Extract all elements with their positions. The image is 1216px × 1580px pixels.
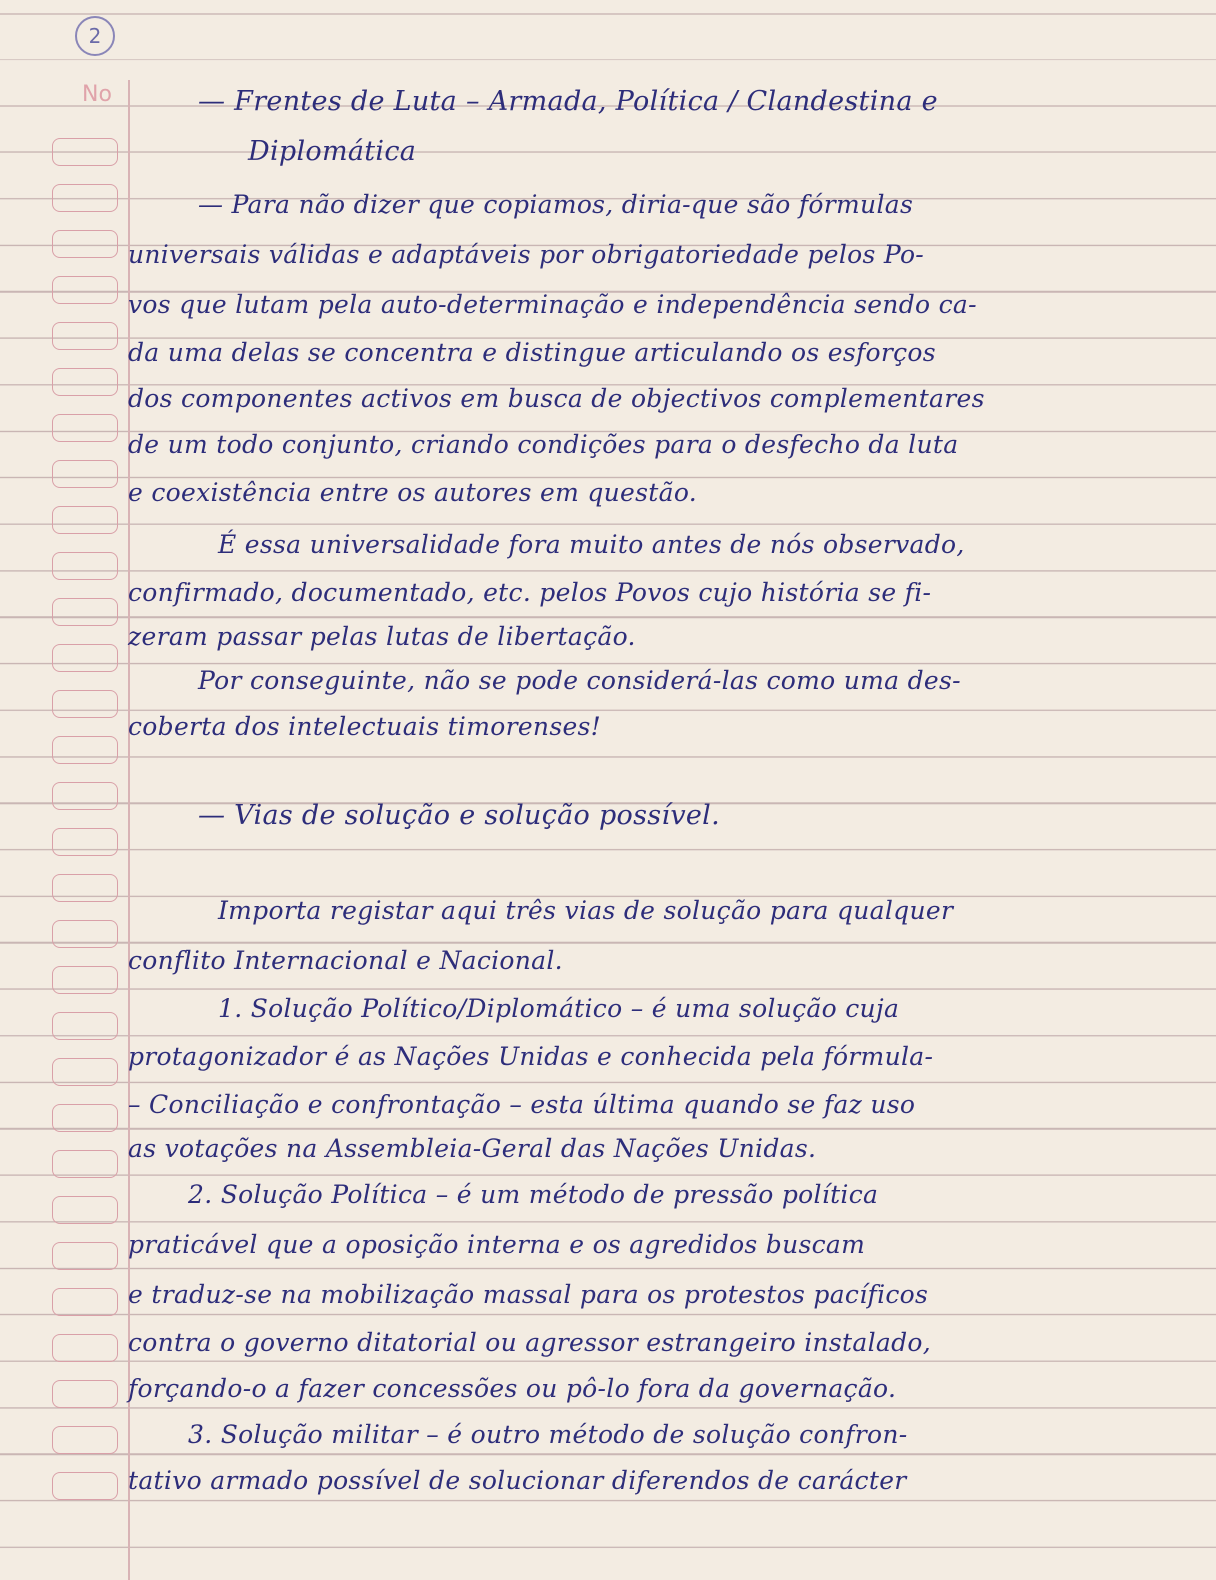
margin-box	[52, 1288, 118, 1316]
margin-box	[52, 1426, 118, 1454]
text-line: 3. Solução militar – é outro método de solução confron-	[188, 1420, 908, 1449]
margin-box	[52, 1334, 118, 1362]
margin-box	[52, 552, 118, 580]
margin-box	[52, 966, 118, 994]
margin-box	[52, 460, 118, 488]
margin-box	[52, 506, 118, 534]
text-line: e traduz-se na mobilização massal para os protestos pacíficos	[128, 1280, 929, 1309]
margin-box	[52, 368, 118, 396]
margin-box	[52, 598, 118, 626]
margin-box	[52, 276, 118, 304]
text-line: as votações na Assembleia-Geral das Nações Unidas.	[128, 1134, 817, 1163]
margin-box	[52, 782, 118, 810]
margin-box	[52, 414, 118, 442]
margin-box	[52, 322, 118, 350]
text-line: conflito Internacional e Nacional.	[128, 946, 563, 975]
margin-box	[52, 736, 118, 764]
margin-box	[52, 1150, 118, 1178]
text-line: universais válidas e adaptáveis por obrigatoriedade pelos Po-	[128, 240, 925, 269]
margin-box	[52, 138, 118, 166]
text-line: protagonizador é as Nações Unidas e conhecida pela fórmula-	[128, 1042, 934, 1071]
text-line: praticável que a oposição interna e os agredidos buscam	[128, 1230, 866, 1259]
margin-box	[52, 1242, 118, 1270]
text-line: vos que lutam pela auto-determinação e independência sendo ca-	[128, 290, 977, 319]
margin-box	[52, 690, 118, 718]
text-line: É essa universalidade fora muito antes de nós observado,	[218, 530, 965, 559]
margin-box	[52, 1104, 118, 1132]
text-line: coberta dos intelectuais timorenses!	[128, 712, 602, 741]
margin-box	[52, 920, 118, 948]
heading-continuation: Diplomática	[248, 136, 417, 167]
text-line: contra o governo ditatorial ou agressor estrangeiro instalado,	[128, 1328, 931, 1357]
margin-box	[52, 184, 118, 212]
heading-vias-de-solucao: — Vias de solução e solução possível.	[198, 800, 721, 831]
text-line: Por conseguinte, não se pode considerá-las como uma des-	[198, 666, 961, 695]
text-line: Importa registar aqui três vias de solução para qualquer	[218, 896, 954, 925]
text-line: zeram passar pelas lutas de libertação.	[128, 622, 636, 651]
text-line: de um todo conjunto, criando condições para o desfecho da luta	[128, 430, 959, 459]
margin-box	[52, 828, 118, 856]
margin-label: No	[82, 82, 112, 107]
margin-box	[52, 644, 118, 672]
margin-box	[52, 874, 118, 902]
text-line: e coexistência entre os autores em questão.	[128, 478, 697, 507]
text-line: dos componentes activos em busca de objectivos complementares	[128, 384, 985, 413]
text-line: 1. Solução Político/Diplomático – é uma solução cuja	[218, 994, 900, 1023]
text-line: 2. Solução Política – é um método de pressão política	[188, 1180, 879, 1209]
text-line: da uma delas se concentra e distingue articulando os esforços	[128, 338, 936, 367]
margin-box	[52, 1472, 118, 1500]
page-number: 2	[75, 16, 115, 56]
text-line: tativo armado possível de solucionar diferendos de carácter	[128, 1466, 907, 1495]
text-line: forçando-o a fazer concessões ou pô-lo fora da governação.	[128, 1374, 897, 1403]
text-line: confirmado, documentado, etc. pelos Povos cujo história se fi-	[128, 578, 932, 607]
text-line: — Para não dizer que copiamos, diria-que são fórmulas	[198, 190, 914, 219]
heading-frentes-de-luta: — Frentes de Luta – Armada, Política / Clandestina e	[198, 86, 938, 117]
text-line: – Conciliação e confrontação – esta última quando se faz uso	[128, 1090, 916, 1119]
margin-box	[52, 1196, 118, 1224]
margin-box	[52, 1380, 118, 1408]
margin-box	[52, 230, 118, 258]
margin-box	[52, 1012, 118, 1040]
margin-box	[52, 1058, 118, 1086]
